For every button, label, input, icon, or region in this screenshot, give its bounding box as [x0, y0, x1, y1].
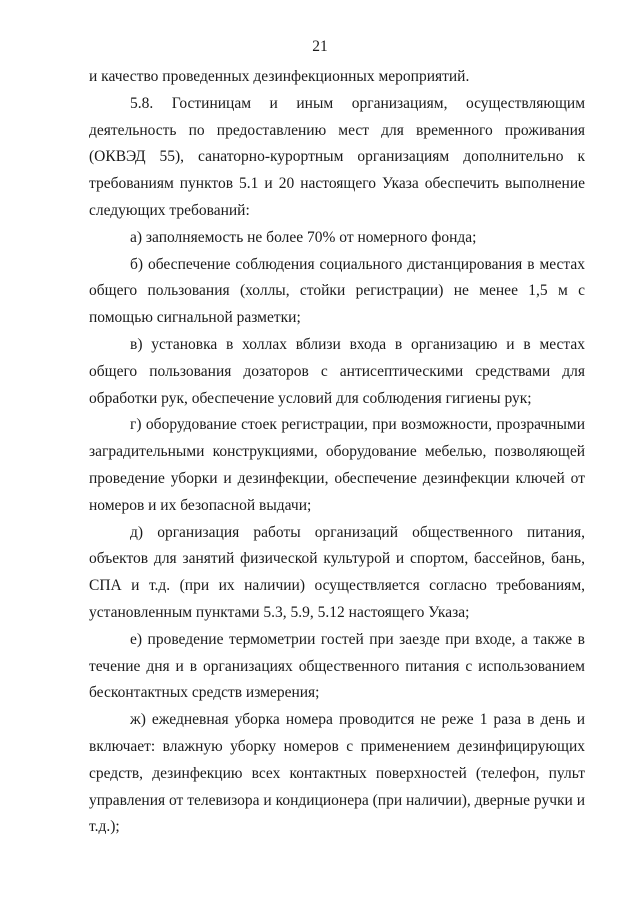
paragraph-item-v: в) установка в холлах вблизи входа в организацию и в местах общего пользования дозаторов с антисептическими средствами для обработки рук, обеспечение условий для соблюдения гигиены рук; [89, 335, 585, 407]
paragraph-item-g: г) оборудование стоек регистрации, при возможности, прозрачными заградительными конструкциями, оборудование мебелью, позволяющей проведение уборки и дезинфекции, обеспечение дезинфекции ключей от номеров и их безопасной выдачи; [89, 416, 585, 514]
paragraph-item-a: а) заполняемость не более 70% от номерного фонда; [130, 228, 477, 246]
page-number: 21 [312, 38, 328, 55]
paragraph-section-5-8: 5.8. Гостиницам и иным организациям, осуществляющим деятельность по предоставлению мест для временного проживания (ОКВЭД 55), санаторно-курортным организациям дополнительно к требованиям пунктов 5.1 и 20 настоящего Указа обеспечить выполнение следующих требований: [89, 94, 585, 219]
paragraph-item-d: д) организация работы организаций общественного питания, объектов для занятий физической культурой и спортом, бассейнов, бань, СПА и т.д. (при их наличии) осуществляется согласно требованиям, установленным пунктами 5.3, 5.9, 5.12 настоящего Указа; [89, 523, 585, 621]
paragraph-item-b: б) обеспечение соблюдения социального дистанцирования в местах общего пользования (холлы, стойки регистрации) не менее 1,5 м с помощью сигнальной разметки; [89, 255, 585, 327]
document-body [89, 64, 585, 841]
paragraph-item-zh: ж) ежедневная уборка номера проводится не реже 1 раза в день и включает: влажную уборку номеров с применением дезинфицирующих средств, дезинфекцию всех контактных поверхностей (телефон, пульт управления от телевизора и кондиционера (при наличии), дверные ручки и т.д.); [89, 711, 585, 836]
paragraph-item-e: е) проведение термометрии гостей при заезде при входе, а также в течение дня и в организациях общественного питания с использованием бесконтактных средств измерения; [89, 630, 585, 702]
paragraph-continuation: и качество проведенных дезинфекционных мероприятий. [89, 68, 470, 85]
